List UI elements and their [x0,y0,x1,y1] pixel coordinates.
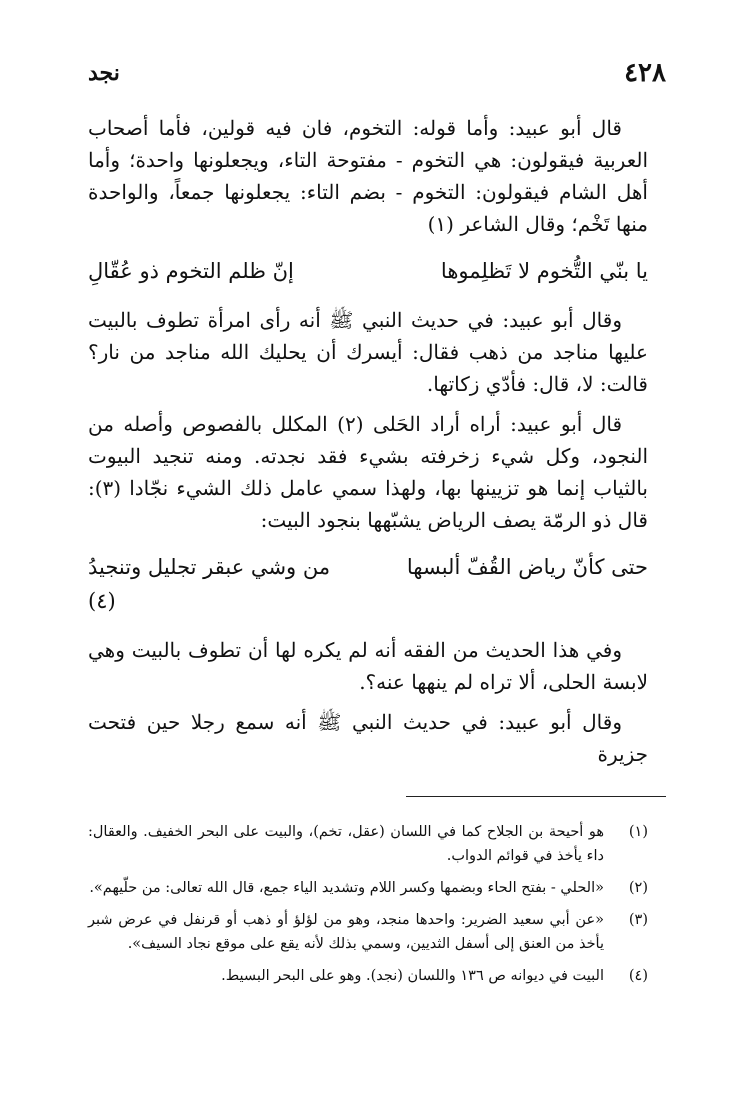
paragraph-5: وقال أبو عبيد: في حديث النبي ﷺ أنه سمع رجلا حين فتحت جزيرة [88,710,648,766]
running-title: نجد [88,60,120,86]
poem-verse-2 [88,550,648,618]
footnote [88,964,648,988]
paragraph-2: وقال أبو عبيد: في حديث النبي ﷺ أنه رأى امرأة تطوف بالبيت عليها مناجد من ذهب فقال: أيسرك أن يحليك الله مناجد من نار؟ قالت: لا، قال: فأدّي زكاتها. [88,308,648,396]
footnote-text: «الحلي - بفتح الحاء وبضمها وكسر اللام وتشديد الياء جمع، قال الله تعالى: من حلّيهم». [89,880,604,896]
verse-2-first-hemistich: حتى كأنّ رياض القُفّ ألبسها [406,555,648,579]
page-header [0,58,754,92]
main-text [88,112,648,778]
footnote-number: (٢) [628,880,648,896]
verse-2-second-hemistich: من وشي عبقر تجليل وتنجيدُ (٤) [88,555,331,613]
footnote-number: (١) [628,824,648,840]
footnote-number: (٣) [628,912,648,928]
footnote-number: (٤) [628,968,648,984]
footnote-text: «عن أبي سعيد الضرير: واحدها منجد، وهو من لؤلؤ أو ذهب أو قرنفل في عرض شبر يأخذ من العنق إلى أسفل الثديين، وسمي بذلك لأنه يقع على موقع نجاد السيف». [88,912,604,952]
page-number: ٤٢٨ [624,58,666,88]
paragraph-3: قال أبو عبيد: أراه أراد الحَلى (٢) المكلل بالفصوص وأصله من النجود، وكل شيء زخرفته بشيء فقد نجدته. ومنه تنجيد البيوت بالثياب إنما هو تزيينها بها، ولهذا سمي عامل ذلك الشيء نجّادا (٣): قال ذو الرمّة يصف الرياض يشبّهها بنجود البيت: [88,412,648,532]
footnote [88,876,648,900]
footnote-divider [406,796,666,797]
footnote [88,820,648,868]
paragraph-4: وفي هذا الحديث من الفقه أنه لم يكره لها أن تطوف بالبيت وهي لابسة الحلى، ألا تراه لم ينهها عنه؟. [88,638,648,694]
paragraph-1: قال أبو عبيد: وأما قوله: التخوم، فان فيه قولين، فأما أصحاب العربية فيقولون: هي التخوم - مفتوحة التاء، ويجعلونها واحدة؛ وأما أهل الشام فيقولون: التخوم - بضم التاء: يجعلونها جمعاً، والواحدة منها تَخْم؛ وقال الشاعر (١) [88,116,648,236]
verse-1-second-hemistich: إنّ ظلم التخوم ذو عُقّالِ [88,259,294,283]
footnote-text: البيت في ديوانه ص ١٣٦ واللسان (نجد). وهو على البحر البسيط. [221,968,604,984]
footnote [88,908,648,956]
footnote-text: هو أحيحة بن الجلاح كما في اللسان (عقل، تخم)، والبيت على البحر الخفيف. والعقال: داء يأخذ في قوائم الدواب. [88,824,604,864]
poem-verse-1 [88,254,648,288]
footnotes [88,820,648,996]
verse-1-first-hemistich: يا بنّي التُّخوم لا تَظلِموها [440,259,648,283]
